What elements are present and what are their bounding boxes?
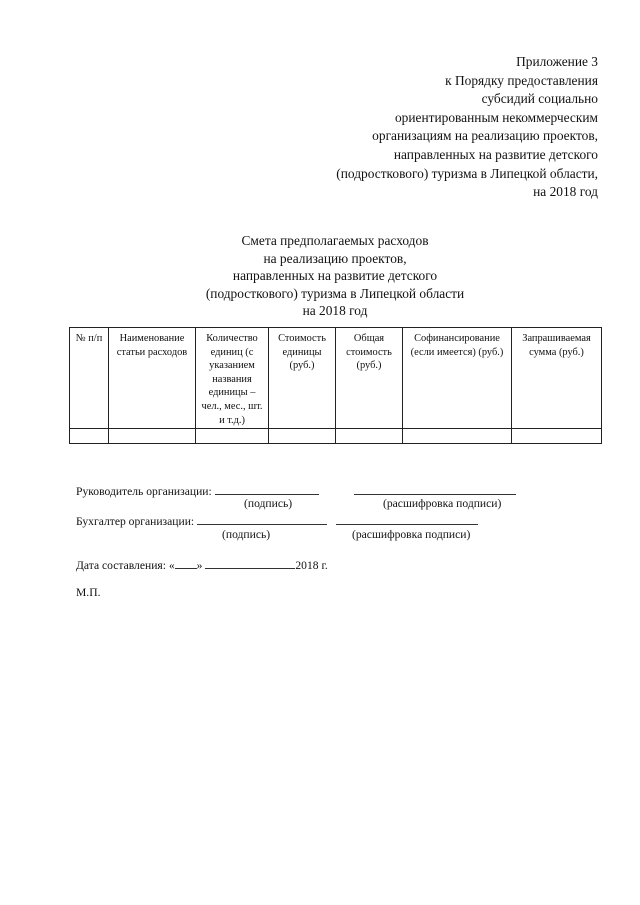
accountant-signature-caption: (подпись) <box>222 528 271 541</box>
date-mid: » <box>196 559 203 572</box>
head-signature-line <box>76 483 516 498</box>
accountant-label: Бухгалтер организации: <box>76 515 195 528</box>
document-title <box>0 232 640 320</box>
title-line: на реализацию проектов, <box>263 250 407 266</box>
table-cell[interactable] <box>336 429 403 444</box>
appendix-line: направленных на развитие детского <box>393 146 598 162</box>
estimate-table <box>69 327 602 444</box>
appendix-line: ориентированным некоммерческим <box>394 109 598 125</box>
table-cell[interactable] <box>70 429 109 444</box>
appendix-note <box>218 53 598 202</box>
title-line: направленных на развитие детского <box>232 268 438 284</box>
date-month-blank[interactable] <box>205 557 295 569</box>
table-cell[interactable] <box>269 429 336 444</box>
head-label: Руководитель организации: <box>76 485 212 498</box>
title-line: Смета предполагаемых расходов <box>241 233 429 248</box>
head-signature-blank[interactable] <box>215 483 319 495</box>
head-signature-caption: (подпись) <box>244 497 293 510</box>
header-cofinancing: Софинансирование (если имеется) (руб.) <box>403 328 512 429</box>
appendix-line: Приложение 3 <box>516 54 598 69</box>
accountant-decoding-blank[interactable] <box>336 513 478 525</box>
title-line: (подросткового) туризма в Липецкой области <box>205 285 465 301</box>
header-quantity: Количество единиц (с указанием названия единицы – чел., мес., шт. и т.д.) <box>196 328 269 429</box>
table-cell[interactable] <box>512 429 602 444</box>
table-cell[interactable] <box>109 429 196 444</box>
accountant-signature-line <box>76 513 478 528</box>
appendix-line: субсидий социально <box>481 91 598 107</box>
header-unit-cost: Стоимость единицы (руб.) <box>269 328 336 429</box>
table-cell[interactable] <box>196 429 269 444</box>
date-line <box>76 557 328 572</box>
appendix-line: (подросткового) туризма в Липецкой области, <box>336 165 598 181</box>
appendix-line: на 2018 год <box>533 184 598 200</box>
header-item-name: Наименование статьи расходов <box>109 328 196 429</box>
header-total-cost: Общая стоимость (руб.) <box>336 328 403 429</box>
appendix-line: к Порядку предоставления <box>445 72 598 88</box>
title-line: на 2018 год <box>302 303 368 319</box>
accountant-decoding-caption: (расшифровка подписи) <box>352 528 471 541</box>
head-decoding-blank[interactable] <box>354 483 516 495</box>
accountant-signature-blank[interactable] <box>197 513 327 525</box>
header-requested-amount: Запрашиваемая сумма (руб.) <box>512 328 602 429</box>
appendix-line: организациям на реализацию проектов, <box>372 128 598 144</box>
stamp-place: М.П. <box>76 586 101 599</box>
table-cell[interactable] <box>403 429 512 444</box>
date-suffix: 2018 г. <box>295 559 328 572</box>
date-day-blank[interactable] <box>175 557 197 569</box>
head-decoding-caption: (расшифровка подписи) <box>383 497 502 510</box>
table-row <box>70 429 602 444</box>
header-number: № п/п <box>70 328 109 429</box>
table-header-row <box>70 328 602 429</box>
date-prefix: Дата составления: « <box>76 559 175 572</box>
